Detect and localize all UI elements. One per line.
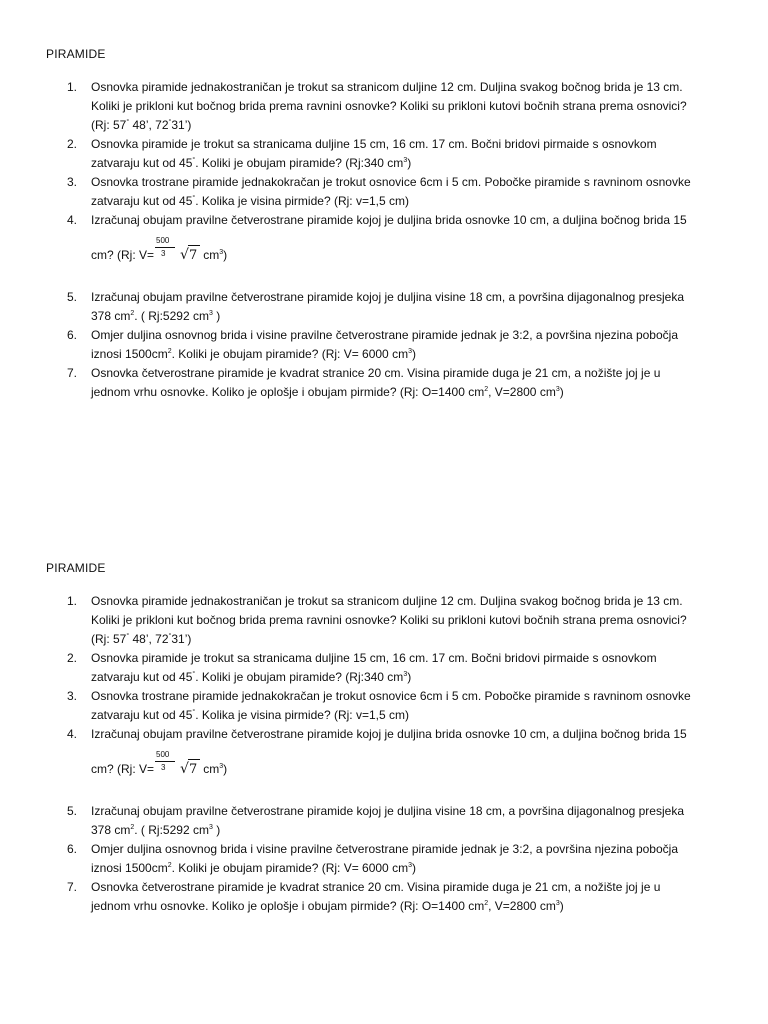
problem-text: . ( Rj:5292 cm	[134, 823, 209, 837]
answer-text: 31’)	[171, 118, 192, 132]
problem-text-line: Izračunaj obujam pravilne četverostrane piramide kojoj je duljina brida osnovke 10 cm, a duljina bočnog brida 15	[91, 213, 687, 227]
problem-text: jednom vrhu osnovke. Koliko je oplošje i obujam pirmide? (Rj: O=1400 cm	[91, 385, 485, 399]
problem-text: )	[411, 347, 416, 361]
superscript-3: 3	[219, 763, 224, 770]
problem-text: 378 cm	[91, 309, 131, 323]
problem-text-line: Omjer duljina osnovnog brida i visine pravilne četverostrane piramide jednak je 3:2, a površina njezina pobočja	[91, 328, 678, 342]
problem-text: )	[212, 823, 221, 837]
fraction-numerator: 500	[156, 750, 170, 759]
degree-symbol: °	[168, 633, 172, 640]
problem-item-7	[0, 878, 768, 916]
problem-text: . Koliki je obujam piramide? (Rj: V= 6000 cm	[171, 347, 409, 361]
problem-text: zatvaraju kut od 45	[91, 194, 193, 208]
problem-text-line	[91, 345, 728, 364]
problem-text: )	[559, 899, 564, 913]
degree-symbol: °	[192, 157, 196, 164]
problem-text-line: Izračunaj obujam pravilne četverostrane piramide kojoj je duljina brida osnovke 10 cm, a duljina bočnog brida 15	[91, 727, 687, 741]
problem-item-6	[0, 840, 768, 878]
fraction-denominator: 3	[161, 249, 166, 258]
problem-text-line: Omjer duljina osnovnog brida i visine pravilne četverostrane piramide jednak je 3:2, a površina njezina pobočja	[91, 842, 678, 856]
formula-text	[91, 236, 228, 282]
problem-text: . ( Rj:5292 cm	[134, 309, 209, 323]
fraction-numerator: 500	[156, 236, 170, 245]
problem-number: 6.	[67, 842, 78, 856]
formula-line	[91, 230, 728, 270]
problem-text: cm	[203, 762, 220, 776]
superscript-3: 3	[208, 310, 213, 317]
problem-text: . Koliki je obujam piramide? (Rj:340 cm	[195, 156, 404, 170]
problem-item-6	[0, 326, 768, 364]
problem-text: . Kolika je visina pirmide? (Rj: v=1,5 cm)	[195, 194, 409, 208]
superscript-2: 2	[130, 310, 135, 317]
problem-text: . Kolika je visina pirmide? (Rj: v=1,5 cm)	[195, 708, 409, 722]
problem-text-line	[91, 897, 728, 916]
problem-text-line: Osnovka trostrane piramide jednakokračan je trokut osnovice 6cm i 5 cm. Pobočke piramide s ravninom osnovke	[91, 175, 691, 189]
problem-text-line: Osnovka četverostrane piramide je kvadrat stranice 20 cm. Visina piramide duga je 21 cm, a nožište joj je u	[91, 366, 661, 380]
problem-number: 2.	[67, 651, 78, 665]
section-title: PIRAMIDE	[46, 561, 106, 575]
problem-number: 2.	[67, 137, 78, 151]
problem-item-4	[0, 725, 768, 784]
problem-number: 7.	[67, 880, 78, 894]
problem-item-5	[0, 802, 768, 840]
problem-item-3	[0, 687, 768, 725]
degree-symbol: °	[168, 119, 172, 126]
problem-text-line: Osnovka piramide jednakostraničan je trokut sa stranicom duljine 12 cm. Duljina svakog bočnog brida je 13 cm.	[91, 80, 683, 94]
problem-text: jednom vrhu osnovke. Koliko je oplošje i obujam pirmide? (Rj: O=1400 cm	[91, 899, 485, 913]
problem-text: )	[407, 670, 412, 684]
problem-text: zatvaraju kut od 45	[91, 670, 193, 684]
problem-text-line: Osnovka piramide je trokut sa stranicama duljine 15 cm, 16 cm. 17 cm. Bočni bridovi pirmaide s osnovkom	[91, 651, 657, 665]
answer-text: 48’, 72	[129, 118, 169, 132]
problem-number: 5.	[67, 290, 78, 304]
problem-text-line: Izračunaj obujam pravilne četverostrane piramide kojoj je duljina visine 18 cm, a površina dijagonalnog presjeka	[91, 804, 684, 818]
problem-item-7	[0, 364, 768, 402]
superscript-3: 3	[208, 824, 213, 831]
problem-item-2	[0, 649, 768, 687]
problem-text: cm	[203, 248, 220, 262]
fraction	[154, 236, 180, 282]
problem-item-1	[0, 592, 768, 649]
problem-text: )	[407, 156, 412, 170]
problem-number: 1.	[67, 80, 78, 94]
formula-line	[91, 744, 728, 784]
problem-list	[0, 78, 768, 402]
problem-text: cm? (Rj: V=	[91, 762, 155, 776]
superscript-3: 3	[555, 900, 560, 907]
problem-text: zatvaraju kut od 45	[91, 156, 193, 170]
problem-number: 5.	[67, 804, 78, 818]
problem-text-line	[91, 668, 728, 687]
problem-text-line	[91, 383, 728, 402]
problem-text: 378 cm	[91, 823, 131, 837]
fraction	[154, 750, 180, 796]
superscript-2: 2	[484, 386, 489, 393]
superscript-3: 3	[403, 157, 408, 164]
problem-text-line: Osnovka četverostrane piramide je kvadrat stranice 20 cm. Visina piramide duga je 21 cm, a nožište joj je u	[91, 880, 661, 894]
superscript-3: 3	[219, 249, 224, 256]
degree-symbol: °	[192, 195, 196, 202]
answer-text: (Rj: 57	[91, 632, 127, 646]
problem-text-line	[91, 859, 728, 878]
degree-symbol: °	[192, 709, 196, 716]
problem-number: 3.	[67, 175, 78, 189]
formula-text	[91, 750, 228, 796]
answer-text: (Rj: 57	[91, 118, 127, 132]
square-root	[180, 760, 197, 779]
degree-symbol: °	[192, 671, 196, 678]
problem-text-line	[91, 821, 728, 840]
problem-number: 7.	[67, 366, 78, 380]
radical-overline	[188, 759, 200, 760]
problem-text-line: Koliki je prikloni kut bočnog brida prema ravnini osnovke? Koliki su prikloni kutovi bočnih strana prema osnovici?	[91, 613, 687, 627]
problem-number: 1.	[67, 594, 78, 608]
problem-text: )	[559, 385, 564, 399]
answer-line	[91, 630, 728, 649]
problem-number: 4.	[67, 727, 78, 741]
problem-item-3	[0, 173, 768, 211]
section-title: PIRAMIDE	[46, 47, 106, 61]
problem-text: iznosi 1500cm	[91, 347, 168, 361]
degree-symbol: °	[126, 119, 130, 126]
degree-symbol: °	[126, 633, 130, 640]
problem-number: 6.	[67, 328, 78, 342]
superscript-3: 3	[403, 671, 408, 678]
problem-item-4	[0, 211, 768, 270]
answer-text: 48’, 72	[129, 632, 169, 646]
problem-text-line	[91, 154, 728, 173]
radicand: 7	[188, 248, 198, 263]
problem-text: )	[223, 248, 228, 262]
radical-overline	[188, 245, 200, 246]
problem-number: 4.	[67, 213, 78, 227]
superscript-2: 2	[167, 348, 172, 355]
problem-text-line: Koliki je prikloni kut bočnog brida prema ravnini osnovke? Koliki su prikloni kutovi bočnih strana prema osnovici?	[91, 99, 687, 113]
radicand: 7	[188, 762, 198, 777]
problem-item-2	[0, 135, 768, 173]
problem-text: )	[411, 861, 416, 875]
problem-text-line: Osnovka piramide je trokut sa stranicama duljine 15 cm, 16 cm. 17 cm. Bočni bridovi pirmaide s osnovkom	[91, 137, 657, 151]
problem-text: cm? (Rj: V=	[91, 248, 155, 262]
problem-list	[0, 592, 768, 916]
problem-item-5	[0, 288, 768, 326]
problem-text: , V=2800 cm	[488, 385, 556, 399]
problem-number: 3.	[67, 689, 78, 703]
problem-text-line	[91, 706, 728, 725]
problem-text: iznosi 1500cm	[91, 861, 168, 875]
problem-text: , V=2800 cm	[488, 899, 556, 913]
fraction-bar	[155, 761, 175, 762]
problem-text: )	[212, 309, 221, 323]
answer-line	[91, 116, 728, 135]
problem-text-line: Osnovka piramide jednakostraničan je trokut sa stranicom duljine 12 cm. Duljina svakog bočnog brida je 13 cm.	[91, 594, 683, 608]
problem-text-line	[91, 307, 728, 326]
square-root	[180, 246, 197, 265]
superscript-3: 3	[408, 348, 412, 355]
fraction-bar	[155, 247, 175, 248]
superscript-2: 2	[484, 900, 489, 907]
answer-text: 31’)	[171, 632, 192, 646]
problem-text-line: Izračunaj obujam pravilne četverostrane piramide kojoj je duljina visine 18 cm, a površina dijagonalnog presjeka	[91, 290, 684, 304]
problem-item-1	[0, 78, 768, 135]
problem-text: )	[223, 762, 228, 776]
radical-sign: √	[180, 761, 189, 777]
problem-text: . Koliki je obujam piramide? (Rj: V= 6000 cm	[171, 861, 409, 875]
problem-text: . Koliki je obujam piramide? (Rj:340 cm	[195, 670, 404, 684]
superscript-2: 2	[167, 862, 172, 869]
fraction-denominator: 3	[161, 763, 166, 772]
superscript-3: 3	[408, 862, 412, 869]
radical-sign: √	[180, 247, 189, 263]
superscript-3: 3	[555, 386, 560, 393]
problem-text-line	[91, 192, 728, 211]
problem-text-line: Osnovka trostrane piramide jednakokračan je trokut osnovice 6cm i 5 cm. Pobočke piramide s ravninom osnovke	[91, 689, 691, 703]
problem-text: zatvaraju kut od 45	[91, 708, 193, 722]
superscript-2: 2	[130, 824, 135, 831]
